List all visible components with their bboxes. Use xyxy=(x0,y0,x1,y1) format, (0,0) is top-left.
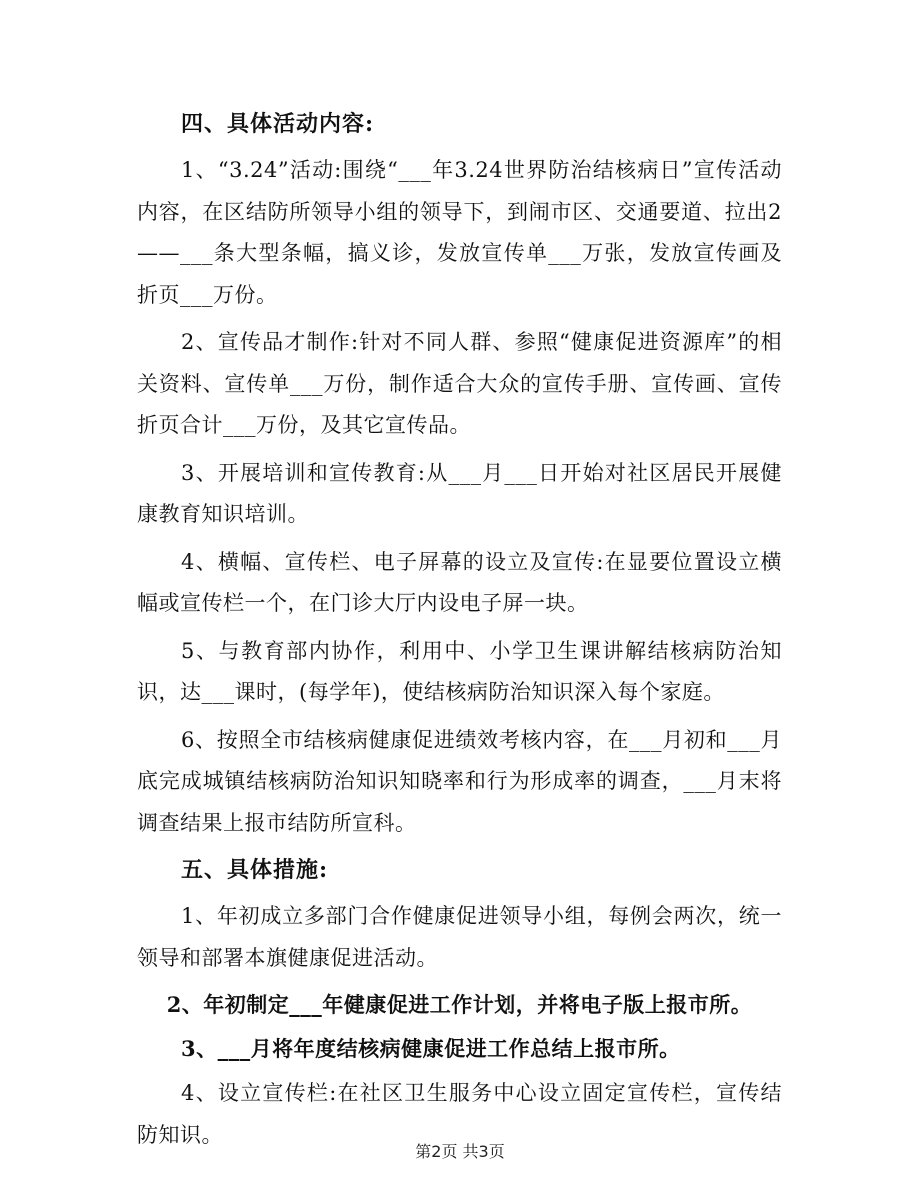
section-4-item-4: 4、横幅、宣传栏、电子屏幕的设立及宣传:在显要位置设立横幅或宣传栏一个，在门诊大厅内设电子屏一块。 xyxy=(137,549,782,615)
section-4-item-1: 1、“3.24”活动:围绕“___年3.24世界防治结核病日”宣传活动内容，在区结防所领导小组的领导下，到闹市区、交通要道、拉出2——___条大型条幅，搞义诊，发放宣传单___万张，发放宣传画及折页___万份。 xyxy=(137,158,782,307)
page-number: 第2页 共3页 xyxy=(415,1142,505,1161)
document-body xyxy=(137,104,782,1162)
section-5-heading: 五、具体措施: xyxy=(181,857,329,883)
section-4-item-6: 6、按照全市结核病健康促进绩效考核内容，在___月初和___月底完成城镇结核病防治知识知晓率和行为形成率的调查，___月末将调查结果上报市结防所宣科。 xyxy=(137,727,782,835)
section-5-item-4: 4、设立宣传栏:在社区卫生服务中心设立固定宣传栏，宣传结防知识。 xyxy=(137,1081,782,1147)
section-4-item-2: 2、宣传品才制作:针对不同人群、参照“健康促进资源库”的相关资料、宣传单___万份，制作适合大众的宣传手册、宣传画、宣传折页合计___万份，及其它宣传品。 xyxy=(137,330,782,437)
section-4-item-3: 3、开展培训和宣传教育:从___月___日开始对社区居民开展健康教育知识培训。 xyxy=(137,460,782,526)
section-5-item-3: 3、___月将年度结核病健康促进工作总结上报市所。 xyxy=(181,1036,681,1061)
section-5-item-1: 1、年初成立多部门合作健康促进领导小组，每例会两次，统一领导和部署本旗健康促进活动。 xyxy=(137,904,782,970)
section-5-item-2: 2、年初制定___年健康促进工作计划，并将电子版上报市所。 xyxy=(166,992,753,1017)
section-4-item-5: 5、与教育部内协作，利用中、小学卫生课讲解结核病防治知识，达___课时，(每学年)，使结核病防治知识深入每个家庭。 xyxy=(137,638,782,704)
section-4-heading: 四、具体活动内容: xyxy=(181,111,375,137)
